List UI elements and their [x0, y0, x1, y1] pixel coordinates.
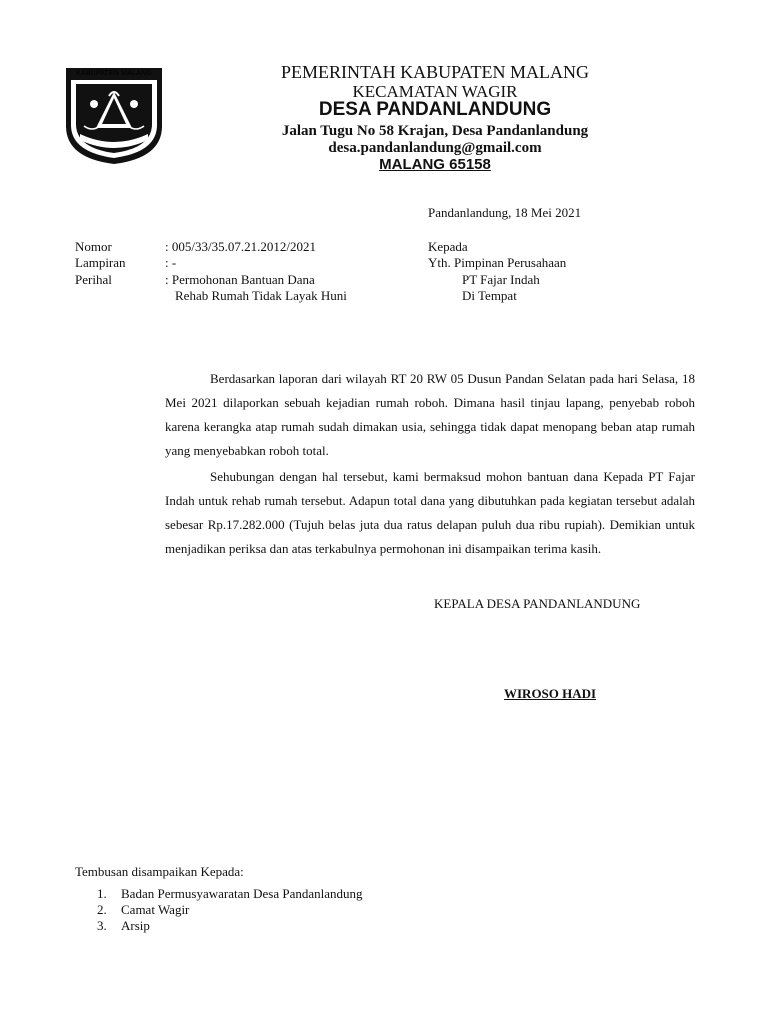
recipient-company: PT Fajar Indah [462, 272, 540, 287]
cc-item-text: Badan Permusyawaratan Desa Pandanlandung [121, 886, 363, 901]
recipient-location: Di Tempat [462, 288, 517, 303]
cc-item [75, 918, 363, 934]
cc-item-number: 2. [97, 902, 107, 917]
letterhead-line-2: KECAMATAN WAGIR [352, 82, 518, 101]
emblem-graphic [62, 66, 166, 166]
cc-item-number: 3. [97, 918, 107, 933]
letter-date: Pandanlandung, 18 Mei 2021 [428, 205, 582, 220]
lampiran-value: : - [165, 255, 177, 270]
recipient-line-2: Yth. Pimpinan Perusahaan [428, 255, 567, 270]
signatory-name: WIROSO HADI [504, 686, 597, 701]
nomor-label: Nomor [75, 239, 112, 254]
kabupaten-malang-emblem-icon [62, 66, 166, 166]
cc-item-text: Arsip [121, 918, 150, 933]
body-paragraph-1: Berdasarkan laporan dari wilayah RT 20 RW 05 Dusun Pandan Selatan pada hari Selasa, 18 Mei 2021 dilaporkan sebuah kejadian rumah roboh. Dimana hasil tinjau lapang, penyebab roboh karena kerangka atap rumah sudah dimakan usia, sehingga tidak dapat menopang beban atap rumah yang menyebabkan roboh total. [165, 371, 695, 458]
perihal-value-line-2: Rehab Rumah Tidak Layak Huni [175, 288, 347, 303]
cc-item-text: Camat Wagir [121, 902, 190, 917]
letterhead-line-1: PEMERINTAH KABUPATEN MALANG [281, 62, 589, 82]
letterhead-email[interactable]: desa.pandanlandung@gmail.com [328, 140, 542, 156]
body-paragraph-2: Sehubungan dengan hal tersebut, kami bermaksud mohon bantuan dana Kepada PT Fajar Indah untuk rehab rumah tersebut. Adapun total dana yang dibutuhkan pada kegiatan tersebut adalah sebesar Rp.17.282.000 (Tujuh belas juta dua ratus delapan puluh dua ribu rupiah). Demikian untuk menjadikan periksa dan atas terkabulnya permohonan ini disampaikan terima kasih. [165, 469, 695, 556]
perihal-value-line-1: : Permohonan Bantuan Dana [165, 272, 315, 287]
letterhead-city [200, 155, 670, 174]
letterhead-city-text: MALANG 65158 [379, 156, 491, 173]
signatory-title: KEPALA DESA PANDANLANDUNG [434, 596, 641, 611]
letterhead-address: Jalan Tugu No 58 Krajan, Desa Pandanlandung [281, 123, 589, 139]
nomor-value: : 005/33/35.07.21.2012/2021 [165, 239, 316, 254]
cc-list [75, 886, 363, 934]
lampiran-label: Lampiran [75, 255, 126, 270]
emblem-label: KABUPATEN MALANG [75, 70, 153, 77]
cc-heading: Tembusan disampaikan Kepada: [75, 864, 244, 879]
perihal-label: Perihal [75, 272, 112, 287]
letterhead-village-name: DESA PANDANLANDUNG [318, 99, 552, 120]
recipient-line-1: Kepada [428, 239, 468, 254]
cc-item-number: 1. [97, 886, 107, 901]
cc-item [75, 902, 363, 918]
cc-item [75, 886, 363, 902]
